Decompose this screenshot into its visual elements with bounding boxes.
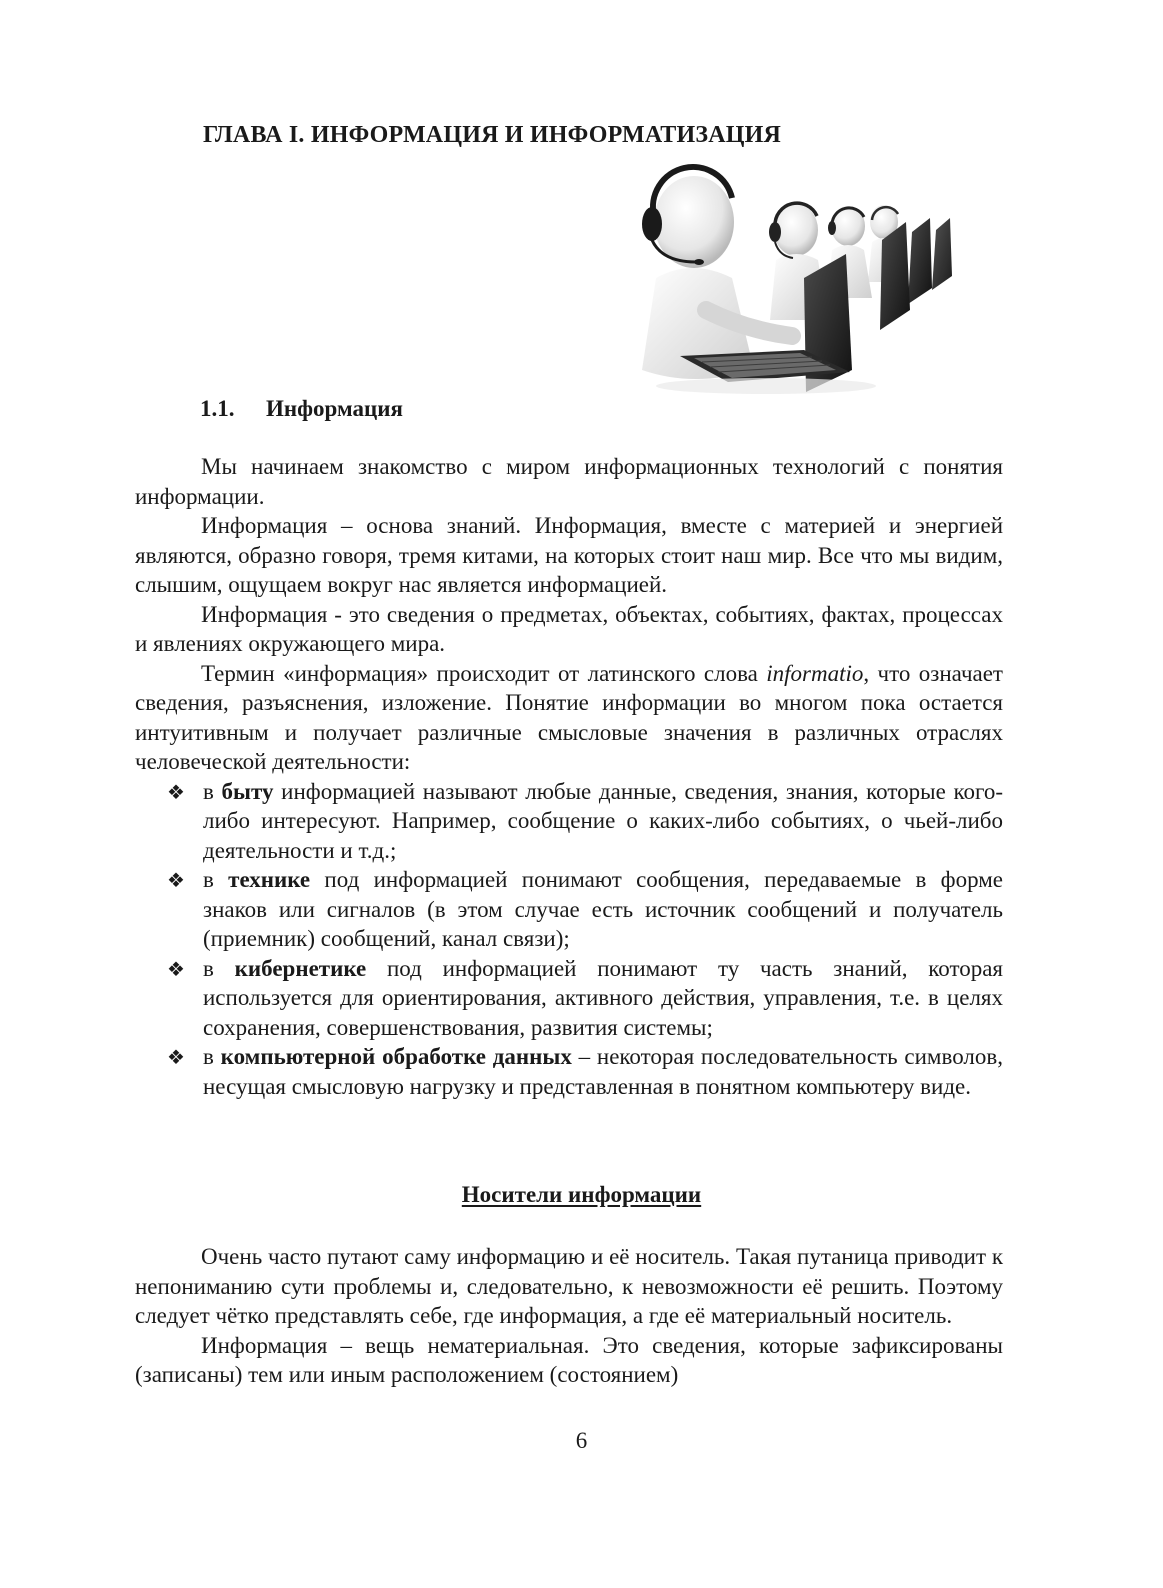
- latin-term: informatio: [766, 660, 864, 686]
- chapter-title: ГЛАВА I. ИНФОРМАЦИЯ И ИНФОРМАТИЗАЦИЯ: [203, 122, 781, 148]
- section-body-2: [135, 1242, 1003, 1390]
- diamond-bullet-icon: ❖: [167, 779, 185, 804]
- section-body: [135, 452, 1003, 1101]
- subheading: [0, 1182, 1163, 1208]
- list-item-term: компьютерной обработке данных: [220, 1044, 572, 1069]
- people-with-headsets-at-laptops-illustration: [636, 160, 998, 398]
- paragraph: Информация – основа знаний. Информация, вместе с материей и энергией являются, образно говоря, тремя китами, на которых стоит наш мир. Все что мы видим, слышим, ощущаем вокруг нас является информацией.: [135, 513, 1003, 597]
- term-paragraph: [135, 659, 1003, 777]
- diamond-bullet-icon: ❖: [167, 956, 185, 981]
- section-number: 1.1.: [200, 396, 235, 421]
- section-title-text: Информация: [266, 396, 403, 421]
- section-title: [200, 396, 403, 422]
- list-item-text: информацией называют любые данные, сведения, знания, которые кого-либо интересуют. Например, сообщение о каких-либо событиях, о чьей-либо деятельности и т.д.;: [203, 778, 1003, 863]
- list-item-prefix: в: [203, 778, 222, 804]
- subheading-text: Носители информации: [461, 1182, 702, 1207]
- paragraph: Мы начинаем знакомство с миром информационных технологий с понятия информации.: [135, 454, 1003, 509]
- list-item: [135, 777, 1003, 866]
- term-paragraph-before: Термин «информация» происходит от латинского слова: [201, 660, 767, 686]
- list-item-term: кибернетике: [234, 955, 367, 981]
- paragraph: Очень часто путают саму информацию и её носитель. Такая путаница приводит к непониманию сути проблемы и, следовательно, к невозможности её решить. Поэтому следует чётко представлять себе, где информация, а где её материальный носитель.: [135, 1244, 1003, 1328]
- list-item: [135, 954, 1003, 1043]
- list-item-text: под информацией понимают ту часть знаний, которая используется для ориентирования, активного действия, управления, т.е. в целях сохранения, совершенствования, развития системы;: [203, 955, 1003, 1040]
- list-item-prefix: в: [203, 1044, 221, 1069]
- list-item-text: – некоторая последовательность символов, несущая смысловую нагрузку и представленная в понятном компьютеру виде.: [203, 1044, 1003, 1099]
- list-item-text: под информацией понимают сообщения, передаваемые в форме знаков или сигналов (в этом случае есть источник сообщений и получатель (приемник) сообщений, канал связи);: [203, 867, 1003, 951]
- diamond-bullet-icon: ❖: [167, 1045, 185, 1069]
- page-number: 6: [575, 1428, 588, 1453]
- list-item-prefix: в: [203, 867, 229, 892]
- list-item-term: технике: [228, 867, 311, 892]
- list-item-prefix: в: [203, 955, 235, 981]
- paragraph: Информация – вещь нематериальная. Это сведения, которые зафиксированы (записаны) тем или иным расположением (состоянием): [135, 1332, 1003, 1387]
- list-item: [135, 1042, 1003, 1101]
- list-item: [135, 865, 1003, 954]
- diamond-bullet-icon: ❖: [167, 868, 185, 892]
- list-item-term: быту: [221, 778, 274, 804]
- paragraph: Информация - это сведения о предметах, объектах, событиях, фактах, процессах и явлениях окружающего мира.: [135, 601, 1003, 656]
- figure-1: [642, 167, 792, 379]
- term-paragraph-after: , что означает сведения, разъяснения, изложение. Понятие информации во многом пока остается интуитивным и получает различные смысловые значения в различных отраслях человеческой деятельности:: [135, 660, 1003, 774]
- definitions-list: [135, 777, 1003, 1102]
